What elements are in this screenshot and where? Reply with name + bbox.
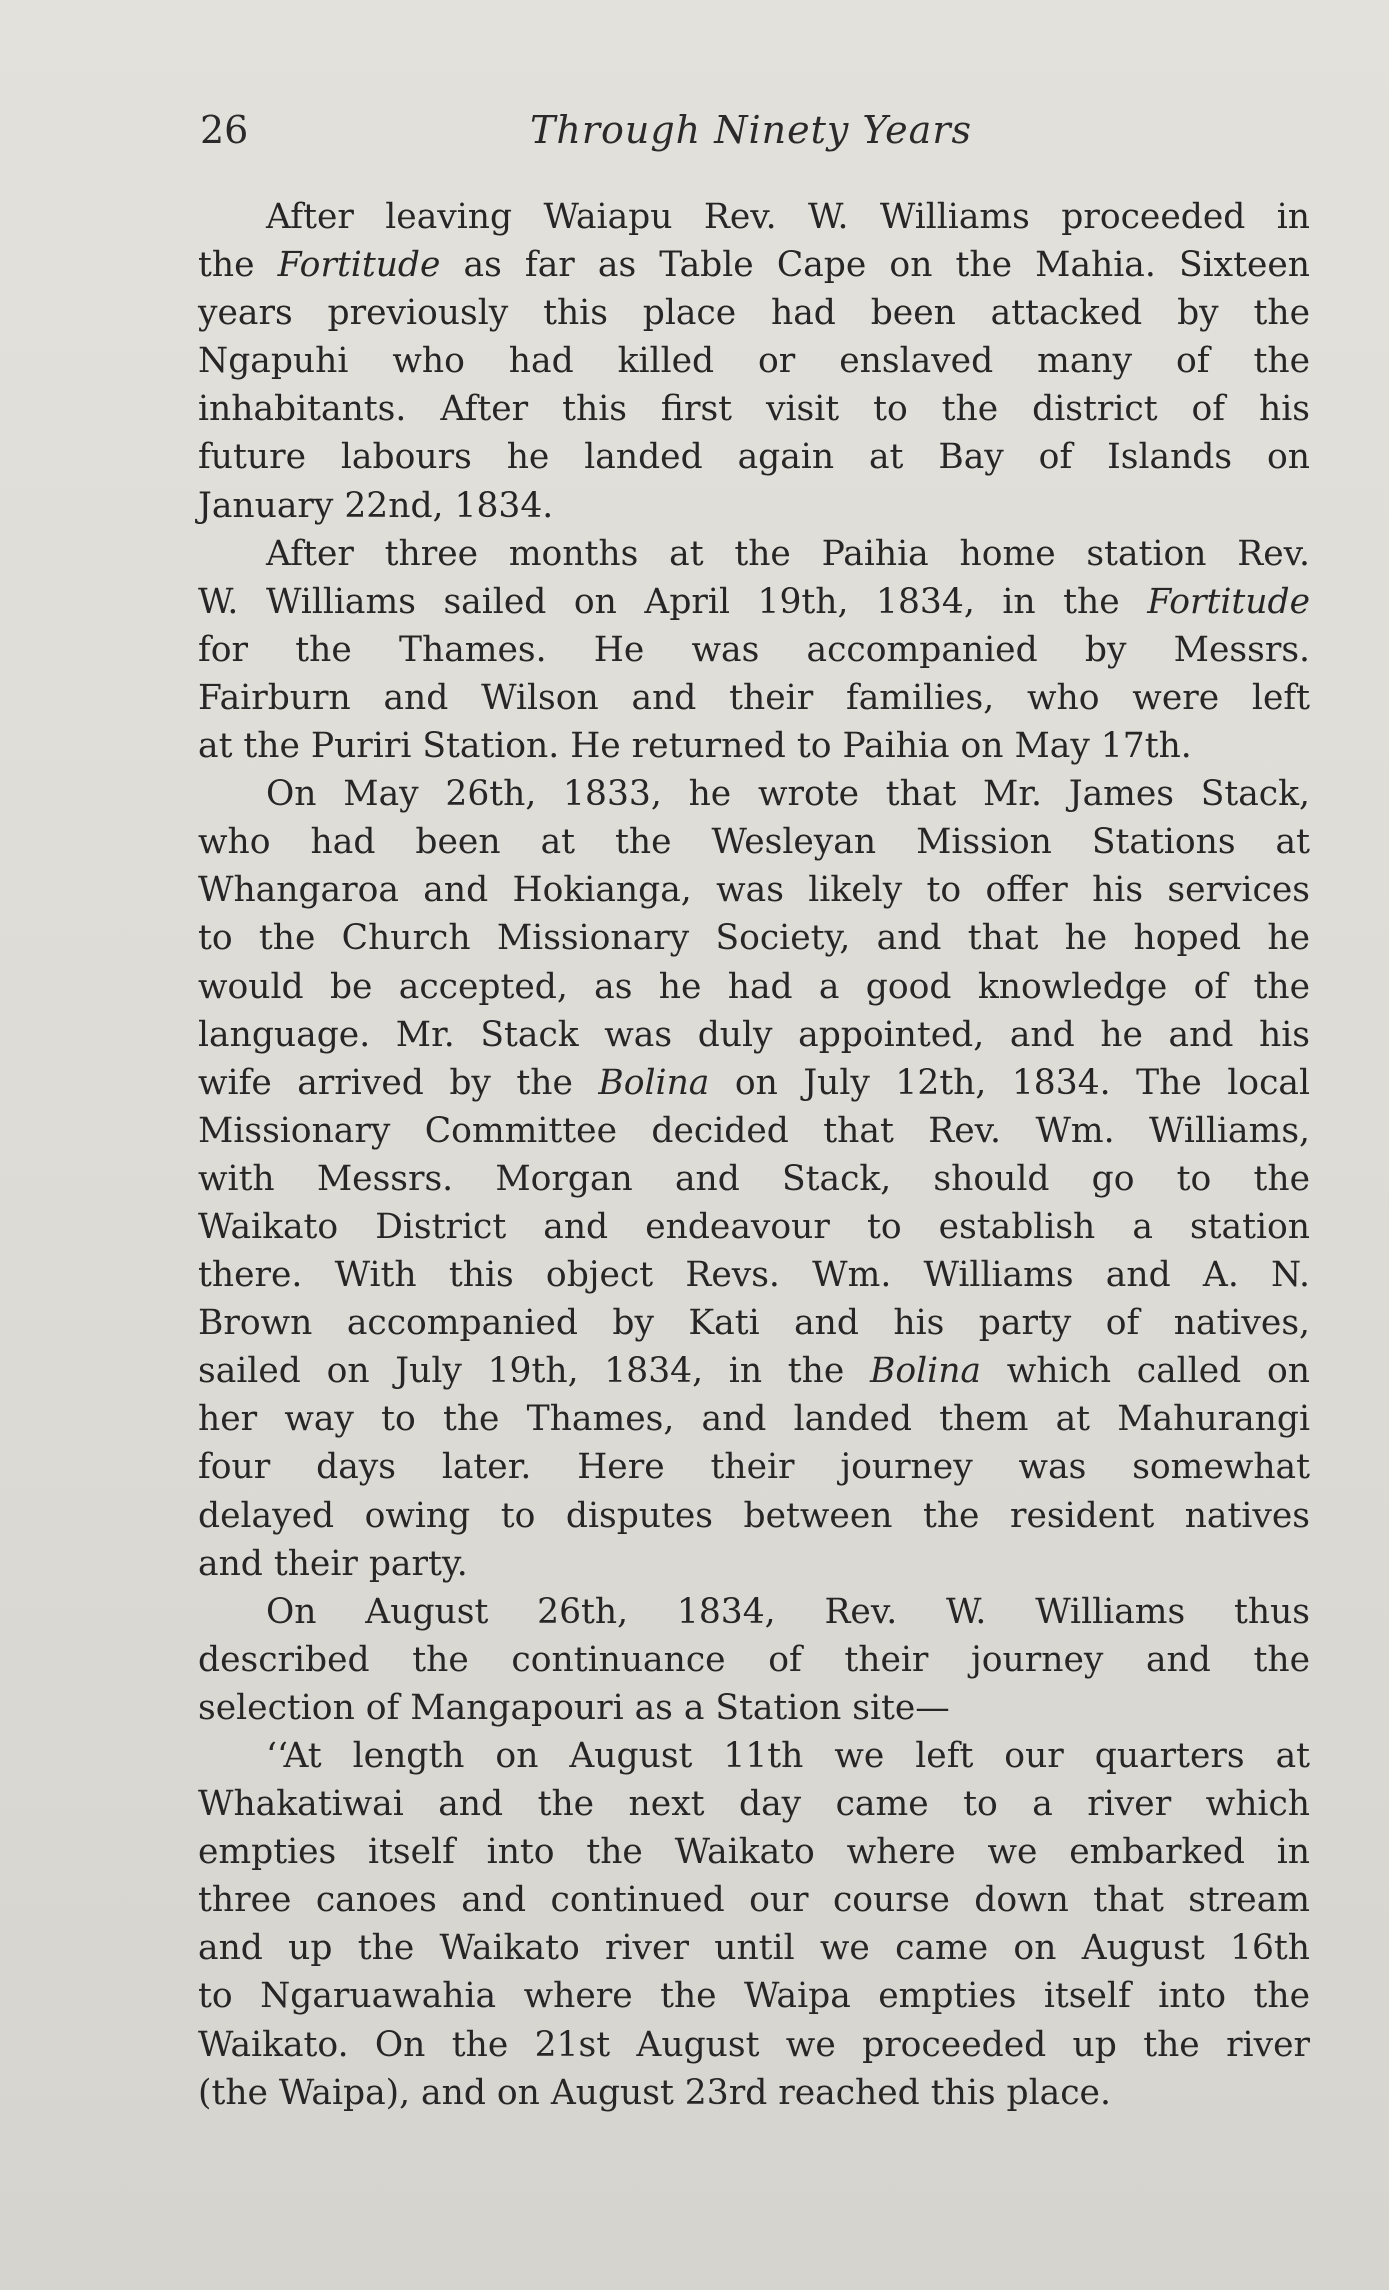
text-run: on July 12th, 1834. The local <box>709 1062 1310 1103</box>
text-line <box>198 1059 1310 1107</box>
text-line <box>198 2069 1310 2117</box>
text-line <box>198 963 1310 1011</box>
text-run: Waikato. On the 21st August we proceeded up the river <box>198 2024 1310 2065</box>
text-run: empties itself into the Waikato where we embarked in <box>198 1832 1310 1873</box>
text-run: would be accepted, as he had a good knowledge of the <box>198 966 1310 1007</box>
text-run: to the Church Missionary Society, and that he hoped he <box>198 918 1310 959</box>
text-run: who had been at the Wesleyan Mission Stations at <box>198 822 1310 863</box>
text-run: After three months at the Paihia home station Rev. <box>266 533 1310 574</box>
text-line <box>198 1588 1310 1636</box>
text-line <box>198 578 1310 626</box>
text-line <box>198 818 1310 866</box>
text-line <box>198 722 1310 770</box>
text-line <box>198 337 1310 385</box>
text-line <box>198 866 1310 914</box>
paragraph <box>198 770 1310 1588</box>
text-line <box>198 433 1310 481</box>
text-run: for the Thames. He was accompanied by Messrs. <box>198 629 1310 670</box>
text-line <box>198 2021 1310 2069</box>
italic-title: Bolina <box>598 1062 710 1103</box>
text-run: (the Waipa), and on August 23rd reached this place. <box>198 2072 1111 2113</box>
page-header <box>200 108 1310 168</box>
text-line <box>198 1492 1310 1540</box>
text-line <box>198 241 1310 289</box>
text-line <box>198 1251 1310 1299</box>
text-line <box>198 1684 1310 1732</box>
text-run: future labours he landed again at Bay of Islands on <box>198 437 1310 478</box>
paragraph <box>198 530 1310 770</box>
text-run: and their party. <box>198 1543 468 1584</box>
text-run: described the continuance of their journey and the <box>198 1639 1310 1680</box>
text-line <box>198 385 1310 433</box>
text-run: the <box>198 245 278 286</box>
paragraph <box>198 1588 1310 1732</box>
text-run: Fairburn and Wilson and their families, who were left <box>198 677 1310 718</box>
text-line <box>198 674 1310 722</box>
text-run: her way to the Thames, and landed them at Mahurangi <box>198 1399 1310 1440</box>
text-run: to Ngaruawahia where the Waipa empties itself into the <box>198 1976 1310 2017</box>
text-run: On May 26th, 1833, he wrote that Mr. James Stack, <box>266 774 1310 815</box>
text-line <box>198 1443 1310 1491</box>
text-run: at the Puriri Station. He returned to Paihia on May 17th. <box>198 726 1192 767</box>
text-run: Whangaroa and Hokianga, was likely to offer his services <box>198 870 1310 911</box>
text-line <box>198 193 1310 241</box>
text-run: language. Mr. Stack was duly appointed, and he and his <box>198 1014 1310 1055</box>
text-run: selection of Mangapouri as a Station site— <box>198 1687 950 1728</box>
page-number: 26 <box>200 108 249 152</box>
text-line <box>198 289 1310 337</box>
text-line <box>198 482 1310 530</box>
text-line <box>198 1972 1310 2020</box>
text-run: Waikato District and endeavour to establish a station <box>198 1206 1310 1247</box>
text-run: Whakatiwai and the next day came to a river which <box>198 1784 1310 1825</box>
text-run: Ngapuhi who had killed or enslaved many of the <box>198 341 1310 382</box>
text-line <box>198 1299 1310 1347</box>
text-run: W. Williams sailed on April 19th, 1834, in the <box>198 581 1148 622</box>
text-run: years previously this place had been attacked by the <box>198 293 1310 334</box>
text-run: After leaving Waiapu Rev. W. Williams proceeded in <box>266 197 1310 237</box>
text-run: On August 26th, 1834, Rev. W. Williams thus <box>266 1591 1310 1632</box>
text-run: Brown accompanied by Kati and his party of natives, <box>198 1303 1310 1344</box>
text-line <box>198 770 1310 818</box>
text-run: four days later. Here their journey was somewhat <box>198 1447 1310 1488</box>
text-line <box>198 1924 1310 1972</box>
text-line <box>198 1203 1310 1251</box>
text-line <box>198 914 1310 962</box>
text-line <box>198 1828 1310 1876</box>
text-line <box>198 1540 1310 1588</box>
text-line <box>198 1347 1310 1395</box>
text-line <box>198 1636 1310 1684</box>
paragraph <box>198 193 1310 530</box>
text-run: as far as Table Cape on the Mahia. Sixteen <box>440 245 1310 286</box>
italic-title: Fortitude <box>1147 581 1310 622</box>
text-line <box>198 1732 1310 1780</box>
text-run: delayed owing to disputes between the resident natives <box>198 1495 1310 1536</box>
text-line <box>198 1107 1310 1155</box>
text-run: sailed on July 19th, 1834, in the <box>198 1351 871 1392</box>
text-line <box>198 1395 1310 1443</box>
text-line <box>198 1876 1310 1924</box>
text-run: and up the Waikato river until we came on August 16th <box>198 1928 1310 1969</box>
text-run: which called on <box>981 1351 1310 1392</box>
text-line <box>198 1780 1310 1828</box>
paragraph <box>198 1732 1310 2117</box>
text-run: January 22nd, 1834. <box>198 485 554 526</box>
text-run: there. With this object Revs. Wm. Williams and A. N. <box>198 1255 1310 1296</box>
running-title: Through Ninety Years <box>530 108 972 152</box>
body-text <box>198 193 1310 2117</box>
text-run: Missionary Committee decided that Rev. Wm. Williams, <box>198 1110 1310 1151</box>
text-run: three canoes and continued our course down that stream <box>198 1880 1310 1921</box>
text-line <box>198 1011 1310 1059</box>
text-run: wife arrived by the <box>198 1062 599 1103</box>
text-run: inhabitants. After this first visit to the district of his <box>198 389 1310 430</box>
text-run: ‘‘At length on August 11th we left our quarters at <box>266 1736 1310 1776</box>
text-run: with Messrs. Morgan and Stack, should go to the <box>198 1158 1310 1199</box>
text-line <box>198 1155 1310 1203</box>
text-line <box>198 626 1310 674</box>
italic-title: Bolina <box>870 1351 981 1392</box>
text-line <box>198 530 1310 578</box>
italic-title: Fortitude <box>277 245 441 286</box>
